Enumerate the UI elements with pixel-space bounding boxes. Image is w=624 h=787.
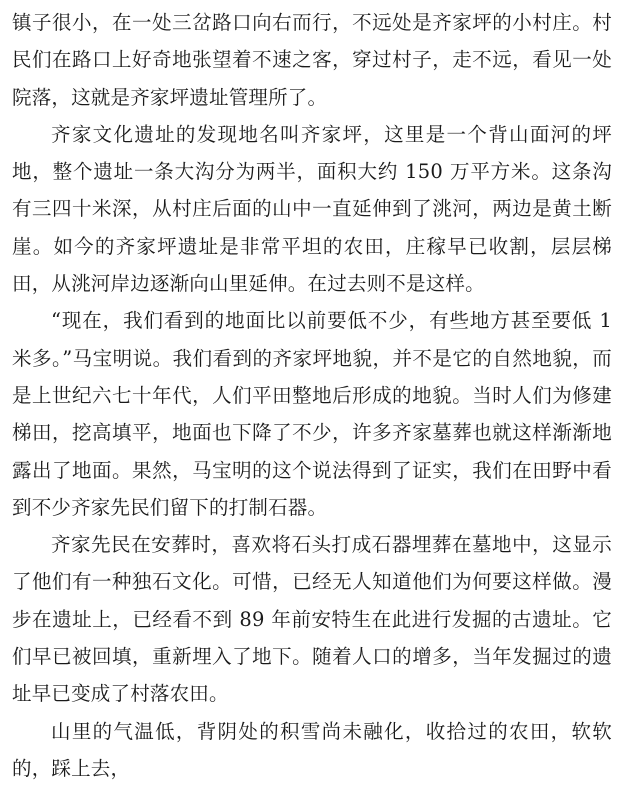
paragraph-4: 齐家先民在安葬时，喜欢将石头打成石器埋葬在墓地中，这显示了他们有一种独石文化。可惜，已经无人知道他们为何要这样做。漫步在遗址上，已经看不到 89 年前安特生在此进行发掘的古遗址。它们早已被回填，重新埋入了地下。随着人口的增多，当年发掘过的遗址早已变成了村落农田。 (12, 533, 612, 706)
paragraph-1: 镇子很小，在一处三岔路口向右而行，不远处是齐家坪的小村庄。村民们在路口上好奇地张望着不速之客，穿过村子，走不远，看见一处院落，这就是齐家坪遗址管理所了。 (12, 11, 612, 109)
paragraph-2: 齐家文化遗址的发现地名叫齐家坪，这里是一个背山面河的坪地，整个遗址一条大沟分为两半，面积大约 150 万平方米。这条沟有三四十米深，从村庄后面的山中一直延伸到了洮河，两边是黄土断崖。如今的齐家坪遗址是非常平坦的农田，庄稼早已收割，层层梯田，从洮河岸边逐渐向山里延伸。在过去则不是这样。 (12, 122, 612, 296)
paragraph-5: 山里的气温低，背阴处的积雪尚未融化，收拾过的农田，软软的，踩上去， (12, 719, 612, 780)
paragraph-3: “现在，我们看到的地面比以前要低不少，有些地方甚至要低 1 米多。”马宝明说。我们看到的齐家坪地貌，并不是它的自然地貌，而是上世纪六七十年代，人们平田整地后形成的地貌。当时人们为修建梯田，挖高填平，地面也下降了不少，许多齐家墓葬也就这样渐渐地露出了地面。果然，马宝明的这个说法得到了证实，我们在田野中看到不少齐家先民们留下的打制石器。 (12, 309, 612, 519)
